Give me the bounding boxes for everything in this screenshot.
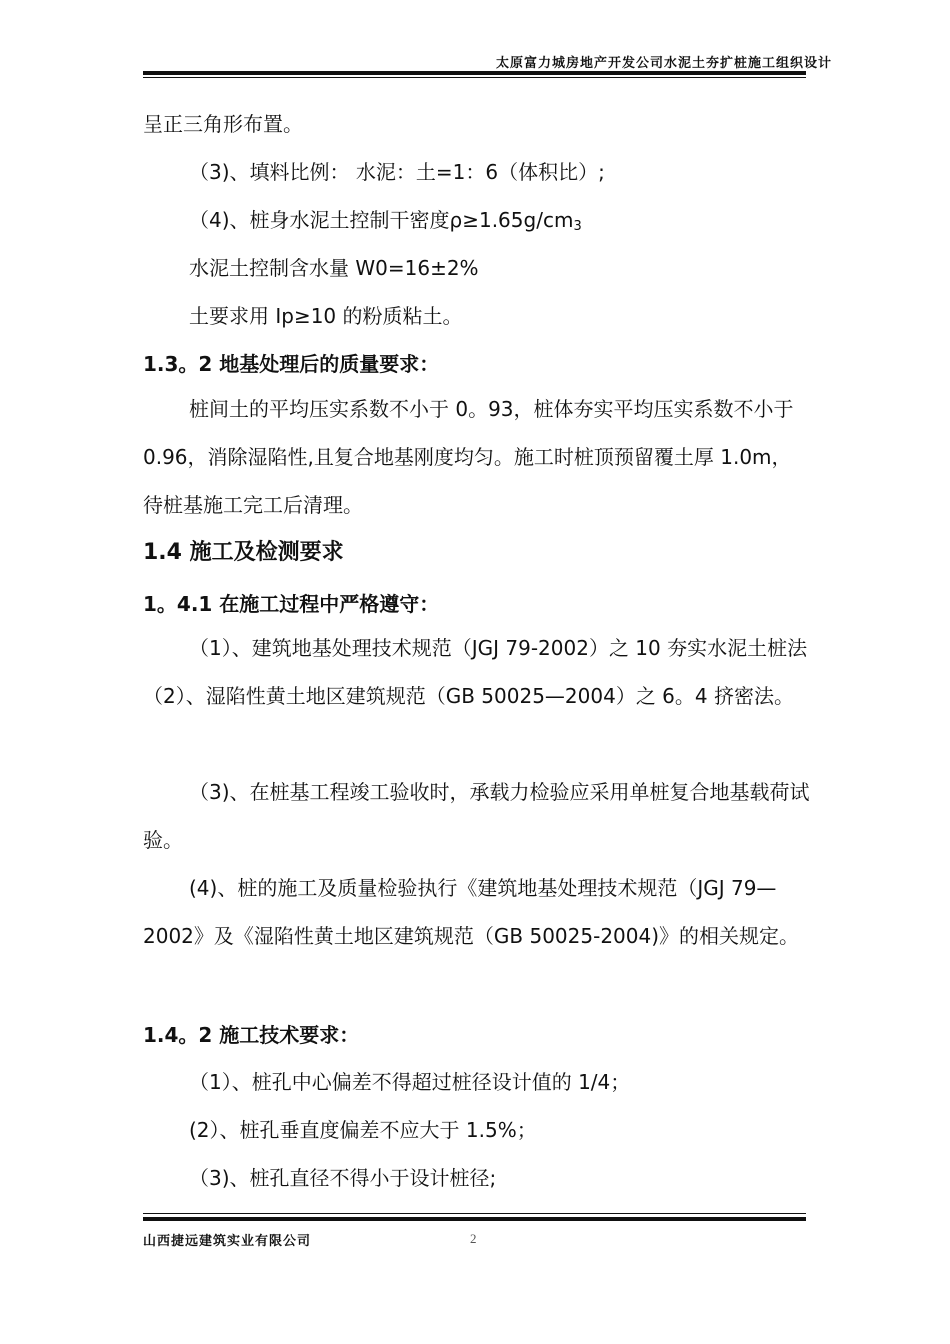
tech-item-2: (2）、桩孔垂直度偏差不应大于 1.5%； <box>189 1118 537 1142</box>
header-title: 太原富力城房地产开发公司水泥土夯扩桩施工组织设计 <box>495 56 832 71</box>
soil-requirement-line: 土要求用 Ip≥10 的粉质粘土。 <box>189 304 463 328</box>
heading-1-4-1: 1。4.1 在施工过程中严格遵守： <box>143 592 440 616</box>
header-rule-thin <box>143 77 806 78</box>
execution-paragraph: (4)、桩的施工及质量检验执行《建筑地基处理技术规范（JGJ 79—2002》及《湿陷性黄土地区建筑规范（GB 50025-2004)》的相关规定。 <box>143 876 800 948</box>
heading-1-4-2: 1.4。2 施工技术要求： <box>143 1023 360 1047</box>
water-content-line: 水泥土控制含水量 W0=16±2% <box>189 256 479 280</box>
fill-ratio-item: （3)、填料比例： 水泥：土=1：6（体积比）; <box>189 160 605 184</box>
page-number: 2 <box>470 1231 477 1246</box>
footer-rule-thick <box>143 1217 806 1221</box>
acceptance-paragraph: （3)、在桩基工程竣工验收时，承载力检验应采用单桩复合地基载荷试验。 <box>143 780 810 852</box>
density-item <box>189 204 582 234</box>
tech-item-3: （3)、桩孔直径不得小于设计桩径; <box>189 1166 497 1190</box>
quality-paragraph: 桩间土的平均压实系数不小于 0。93，桩体夯实平均压实系数不小于 0.96，消除湿陷性,且复合地基刚度均匀。施工时桩顶预留覆土厚 1.0m，待桩基施工完工后清理。 <box>143 397 794 517</box>
tech-item-1: （1）、桩孔中心偏差不得超过桩径设计值的 1/4； <box>189 1070 631 1094</box>
header-rule-thick <box>143 71 806 75</box>
standards-paragraph: （1）、建筑地基处理技术规范（JGJ 79-2002）之 10 夯实水泥土桩法（2）、湿陷性黄土地区建筑规范（GB 50025—2004）之 6。4 挤密法。 <box>143 636 808 708</box>
density-subscript: 3 <box>573 219 582 234</box>
footer-rule-thin <box>143 1213 806 1214</box>
footer-company: 山西捷远建筑实业有限公司 <box>143 1234 312 1249</box>
heading-1-3-2: 1.3。2 地基处理后的质量要求： <box>143 352 440 376</box>
heading-1-4: 1.4 施工及检测要求 <box>143 540 344 565</box>
text-line: 呈正三角形布置。 <box>143 112 303 136</box>
density-text: （4)、桩身水泥土控制干密度ρ≥1.65g/cm <box>189 208 574 232</box>
